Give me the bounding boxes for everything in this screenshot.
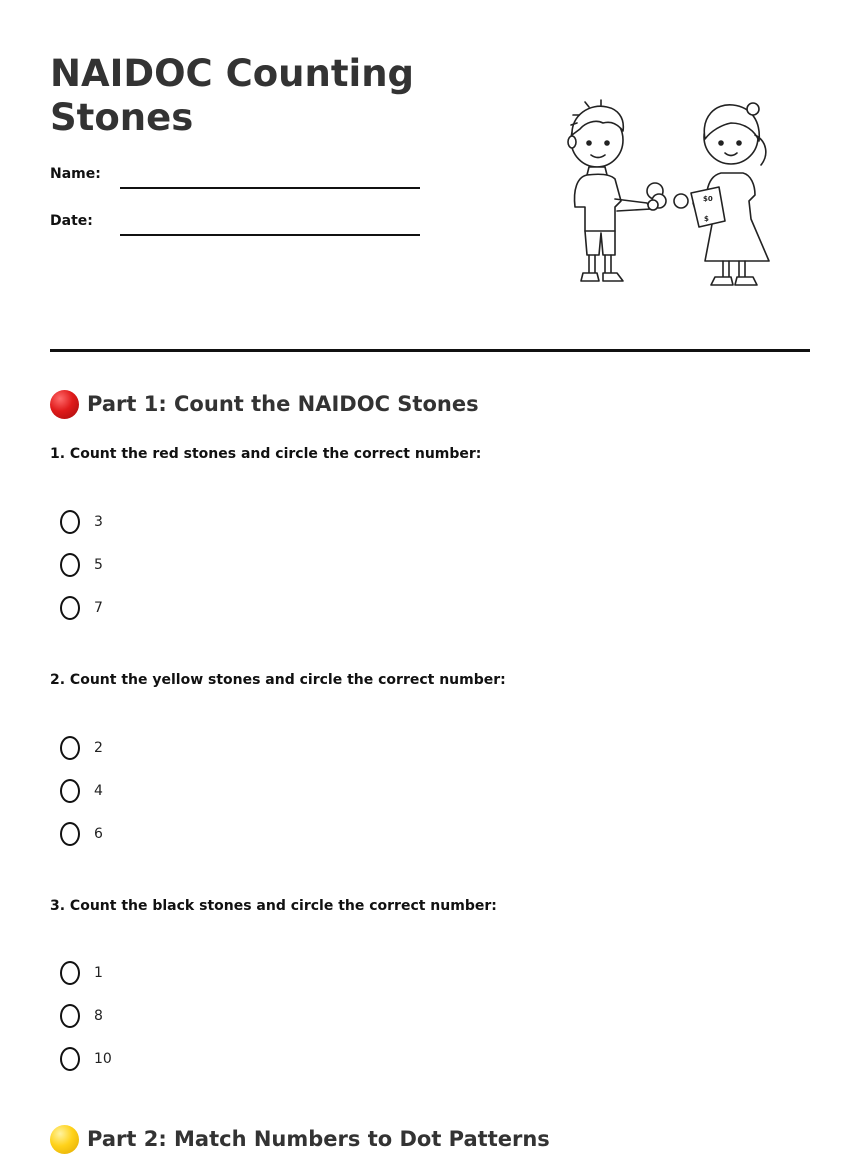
name-label: Name:	[50, 166, 101, 182]
girl-figure	[691, 103, 769, 285]
option-label: 5	[94, 557, 103, 573]
part2-heading-text: Part 2: Match Numbers to Dot Patterns	[87, 1127, 550, 1151]
radio-circle[interactable]	[60, 822, 80, 846]
option-label: 7	[94, 600, 103, 616]
note-text-1: $0	[703, 195, 713, 203]
radio-circle[interactable]	[60, 510, 80, 534]
radio-circle[interactable]	[60, 553, 80, 577]
q3-option-1[interactable]	[60, 960, 103, 986]
q3-option-3[interactable]	[60, 1046, 112, 1072]
option-label: 2	[94, 740, 103, 756]
children-coins-illustration	[555, 95, 785, 300]
section-divider	[50, 349, 810, 352]
q1-option-1[interactable]	[60, 509, 103, 535]
q2-option-3[interactable]	[60, 821, 103, 847]
q1-option-3[interactable]	[60, 595, 103, 621]
radio-circle[interactable]	[60, 1004, 80, 1028]
option-label: 3	[94, 514, 103, 530]
option-label: 8	[94, 1008, 103, 1024]
note-text-2: $	[704, 215, 709, 223]
q2-option-2[interactable]	[60, 778, 103, 804]
radio-circle[interactable]	[60, 736, 80, 760]
question-2: 2. Count the yellow stones and circle the correct number:	[50, 672, 506, 688]
q3-option-2[interactable]	[60, 1003, 103, 1029]
radio-circle[interactable]	[60, 596, 80, 620]
red-circle-icon	[50, 390, 79, 419]
boy-figure	[568, 100, 666, 281]
radio-circle[interactable]	[60, 961, 80, 985]
radio-circle[interactable]	[60, 779, 80, 803]
page-title: NAIDOC Counting Stones	[50, 52, 415, 139]
question-3: 3. Count the black stones and circle the correct number:	[50, 898, 497, 914]
name-field[interactable]	[120, 187, 420, 189]
question-1: 1. Count the red stones and circle the correct number:	[50, 446, 482, 462]
option-label: 10	[94, 1051, 112, 1067]
option-label: 4	[94, 783, 103, 799]
part1-heading	[50, 388, 479, 420]
yellow-circle-icon	[50, 1125, 79, 1154]
part2-heading	[50, 1123, 550, 1155]
date-label: Date:	[50, 213, 93, 229]
option-label: 1	[94, 965, 103, 981]
radio-circle[interactable]	[60, 1047, 80, 1071]
date-field[interactable]	[120, 234, 420, 236]
part1-heading-text: Part 1: Count the NAIDOC Stones	[87, 392, 479, 416]
q1-option-2[interactable]	[60, 552, 103, 578]
option-label: 6	[94, 826, 103, 842]
q2-option-1[interactable]	[60, 735, 103, 761]
